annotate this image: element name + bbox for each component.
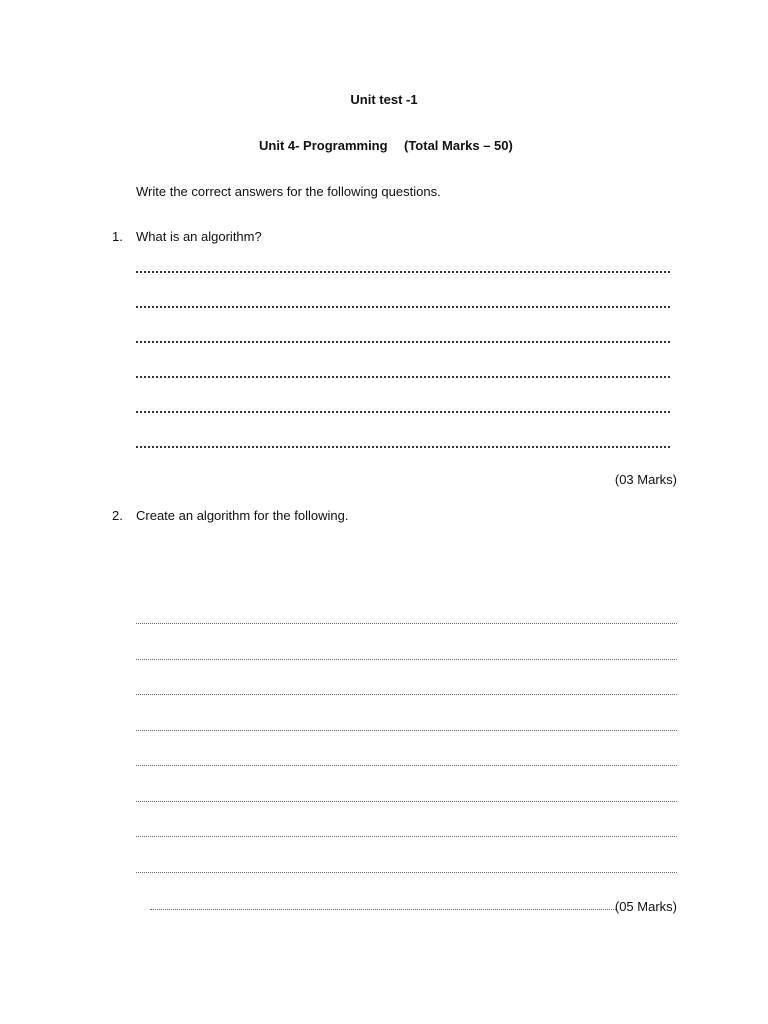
instructions: Write the correct answers for the following questions. — [136, 184, 441, 199]
answer-line[interactable] — [136, 446, 670, 448]
answer-line[interactable] — [136, 623, 677, 624]
answer-line[interactable] — [136, 376, 670, 378]
question-2-number: 2. — [112, 508, 123, 523]
total-marks: (Total Marks – 50) — [404, 138, 513, 153]
question-1-marks: (03 Marks) — [614, 472, 677, 487]
answer-line[interactable] — [136, 411, 670, 413]
answer-line[interactable] — [136, 836, 677, 837]
answer-line[interactable] — [136, 765, 677, 766]
answer-line[interactable] — [136, 730, 677, 731]
answer-line[interactable] — [136, 306, 670, 308]
question-2-marks: (05 Marks) — [614, 899, 677, 914]
answer-line[interactable] — [136, 659, 677, 660]
answer-line[interactable] — [136, 694, 677, 695]
answer-line[interactable] — [150, 909, 616, 910]
question-2-text: Create an algorithm for the following. — [136, 508, 349, 523]
question-1-number: 1. — [112, 229, 123, 244]
page-title: Unit test -1 — [350, 92, 418, 107]
unit-subtitle: Unit 4- Programming — [259, 138, 388, 153]
answer-line[interactable] — [136, 801, 677, 802]
question-1-text: What is an algorithm? — [136, 229, 262, 244]
answer-line[interactable] — [136, 341, 670, 343]
answer-line[interactable] — [136, 872, 677, 873]
answer-line[interactable] — [136, 271, 670, 273]
